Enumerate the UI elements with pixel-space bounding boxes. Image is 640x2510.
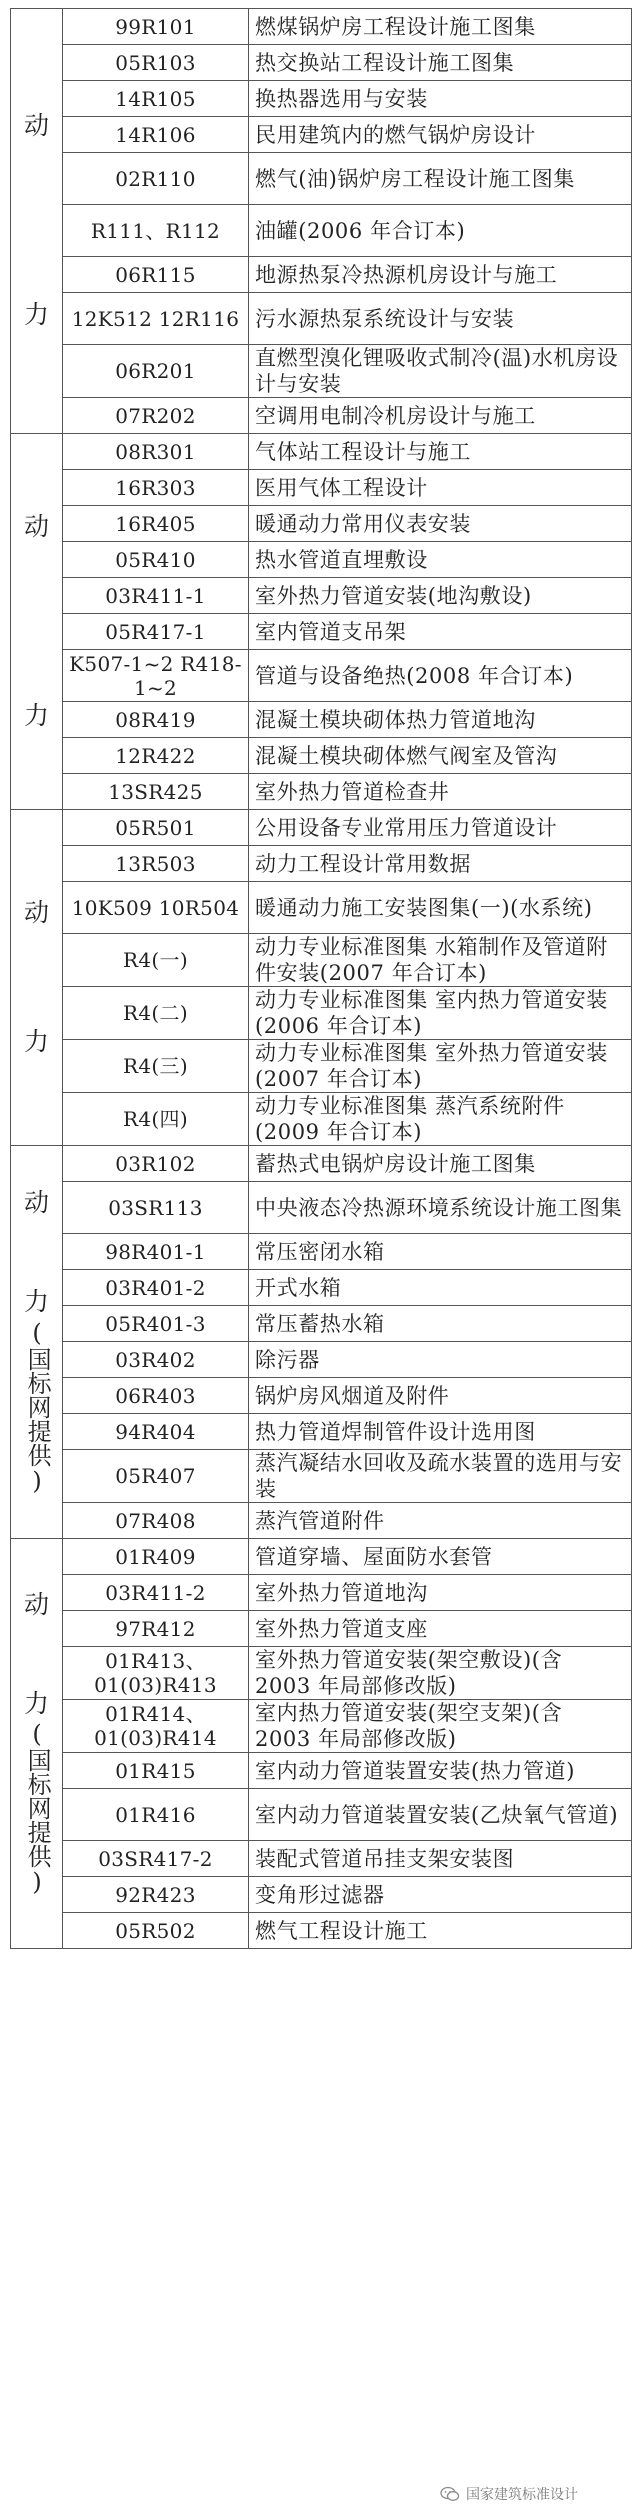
- table-row: [11, 882, 632, 934]
- category-cell: [11, 1539, 63, 1949]
- standard-code: 02R110: [63, 153, 249, 205]
- table-row: [11, 153, 632, 205]
- table-row: [11, 205, 632, 257]
- standard-title: 开式水箱: [249, 1270, 632, 1306]
- table-row: [11, 1414, 632, 1450]
- table-row: [11, 1450, 632, 1503]
- standard-code: 94R404: [63, 1414, 249, 1450]
- standard-code: R4(一): [63, 934, 249, 987]
- standard-code: 14R106: [63, 117, 249, 153]
- standard-title: 室外热力管道地沟: [249, 1575, 632, 1611]
- standard-code: K507-1~2 R418-1~2: [63, 650, 249, 702]
- standard-code: 05R103: [63, 45, 249, 81]
- standard-code: 92R423: [63, 1877, 249, 1913]
- standard-title: 室外热力管道检查井: [249, 774, 632, 810]
- standard-code: 16R303: [63, 470, 249, 506]
- table-row: [11, 506, 632, 542]
- standard-title: 室内管道支吊架: [249, 614, 632, 650]
- standard-title: 蒸汽管道附件: [249, 1503, 632, 1539]
- category-char: 力: [23, 1287, 49, 1316]
- table-row: [11, 1270, 632, 1306]
- standard-title: 地源热泵冷热源机房设计与施工: [249, 257, 632, 293]
- table-row: [11, 1040, 632, 1093]
- table-row: [11, 542, 632, 578]
- standard-code: 03R401-2: [63, 1270, 249, 1306]
- table-row: [11, 1913, 632, 1949]
- standard-title: 医用气体工程设计: [249, 470, 632, 506]
- standard-code: R4(三): [63, 1040, 249, 1093]
- standard-code: 97R412: [63, 1611, 249, 1647]
- standard-code: 05R407: [63, 1450, 249, 1503]
- category-note: (国标网提供): [23, 1720, 52, 1897]
- standard-code: 06R115: [63, 257, 249, 293]
- standard-title: 常压蓄热水箱: [249, 1306, 632, 1342]
- category-char: 力: [23, 300, 49, 329]
- table-row: [11, 345, 632, 398]
- table-row: [11, 9, 632, 45]
- category-cell: [11, 9, 63, 434]
- standard-title: 室内动力管道装置安装(乙炔氧气管道): [249, 1789, 632, 1841]
- standard-title: 室外热力管道安装(架空敷设)(含 2003 年局部修改版): [249, 1647, 632, 1700]
- standard-code: 05R501: [63, 810, 249, 846]
- table-row: [11, 614, 632, 650]
- table-row: [11, 398, 632, 434]
- standard-code: 03R402: [63, 1342, 249, 1378]
- standard-title: 燃气工程设计施工: [249, 1913, 632, 1949]
- standard-title: 管道穿墙、屋面防水套管: [249, 1539, 632, 1575]
- table-row: [11, 45, 632, 81]
- standard-code: 05R401-3: [63, 1306, 249, 1342]
- table-row: [11, 257, 632, 293]
- standard-title: 常压密闭水箱: [249, 1234, 632, 1270]
- standard-title: 室内动力管道装置安装(热力管道): [249, 1753, 632, 1789]
- standard-code: 99R101: [63, 9, 249, 45]
- standard-code: 01R414、01(03)R414: [63, 1700, 249, 1753]
- standard-code: 07R202: [63, 398, 249, 434]
- standard-code: 03SR113: [63, 1182, 249, 1234]
- category-char: 动: [23, 111, 49, 141]
- table-row: [11, 293, 632, 345]
- table-row: [11, 702, 632, 738]
- category-char: 动: [23, 1589, 49, 1619]
- standard-code: R4(二): [63, 987, 249, 1040]
- table-row: [11, 578, 632, 614]
- table-row: [11, 1306, 632, 1342]
- table-row: [11, 81, 632, 117]
- standard-title: 动力专业标准图集 水箱制作及管道附件安装(2007 年合订本): [249, 934, 632, 987]
- standard-title: 直燃型溴化锂吸收式制冷(温)水机房设计与安装: [249, 345, 632, 398]
- standard-title: 混凝土模块砌体燃气阀室及管沟: [249, 738, 632, 774]
- standard-code: 08R419: [63, 702, 249, 738]
- standard-code: 03R411-1: [63, 578, 249, 614]
- table-row: [11, 987, 632, 1040]
- standard-code: 03R411-2: [63, 1575, 249, 1611]
- table-row: [11, 1753, 632, 1789]
- category-note: (国标网提供): [23, 1318, 52, 1495]
- standard-code: 14R105: [63, 81, 249, 117]
- category-cell: [11, 1146, 63, 1539]
- table-row: [11, 1503, 632, 1539]
- table-row: [11, 1647, 632, 1700]
- standard-title: 动力专业标准图集 室内热力管道安装(2006 年合订本): [249, 987, 632, 1040]
- standard-title: 动力专业标准图集 蒸汽系统附件(2009 年合订本): [249, 1093, 632, 1146]
- standard-title: 暖通动力施工安装图集(一)(水系统): [249, 882, 632, 934]
- standard-title: 装配式管道吊挂支架安装图: [249, 1841, 632, 1877]
- standard-title: 空调用电制冷机房设计与施工: [249, 398, 632, 434]
- table-row: [11, 470, 632, 506]
- standard-code: 01R415: [63, 1753, 249, 1789]
- standard-code: 05R417-1: [63, 614, 249, 650]
- standard-code: 07R408: [63, 1503, 249, 1539]
- table-row: [11, 738, 632, 774]
- table-row: [11, 1700, 632, 1753]
- standard-title: 换热器选用与安装: [249, 81, 632, 117]
- table-row: [11, 1182, 632, 1234]
- table-row: [11, 117, 632, 153]
- standard-code: 01R409: [63, 1539, 249, 1575]
- standard-title: 室外热力管道支座: [249, 1611, 632, 1647]
- standard-code: 06R403: [63, 1378, 249, 1414]
- standard-code: 13R503: [63, 846, 249, 882]
- standard-title: 民用建筑内的燃气锅炉房设计: [249, 117, 632, 153]
- standard-title: 气体站工程设计与施工: [249, 434, 632, 470]
- table-row: [11, 1146, 632, 1182]
- table-row: [11, 1877, 632, 1913]
- table-row: [11, 1575, 632, 1611]
- standard-code: 06R201: [63, 345, 249, 398]
- standard-title: 燃煤锅炉房工程设计施工图集: [249, 9, 632, 45]
- standard-title: 中央液态冷热源环境系统设计施工图集: [249, 1182, 632, 1234]
- spacer: [13, 1218, 60, 1288]
- table-row: [11, 810, 632, 846]
- spacer: [13, 928, 60, 1028]
- standard-title: 室外热力管道安装(地沟敷设): [249, 578, 632, 614]
- watermark-text: 国家建筑标准设计: [466, 2487, 578, 2503]
- table-row: [11, 650, 632, 702]
- category-char: 力: [23, 700, 49, 730]
- standard-title: 蒸汽凝结水回收及疏水装置的选用与安装: [249, 1450, 632, 1503]
- standard-code: 01R413、01(03)R413: [63, 1647, 249, 1700]
- standard-title: 混凝土模块砌体热力管道地沟: [249, 702, 632, 738]
- standard-title: 动力专业标准图集 室外热力管道安装(2007 年合订本): [249, 1040, 632, 1093]
- standard-title: 热水管道直埋敷设: [249, 542, 632, 578]
- standard-code: 12R422: [63, 738, 249, 774]
- standard-title: 燃气(油)锅炉房工程设计施工图集: [249, 153, 632, 205]
- category-char: 动: [23, 897, 49, 927]
- table-row: [11, 1539, 632, 1575]
- standard-code: 01R416: [63, 1789, 249, 1841]
- standard-title: 锅炉房风烟道及附件: [249, 1378, 632, 1414]
- standard-code: 13SR425: [63, 774, 249, 810]
- category-char: 动: [23, 511, 49, 541]
- table-row: [11, 1841, 632, 1877]
- standard-title: 管道与设备绝热(2008 年合订本): [249, 650, 632, 702]
- category-char: 动: [23, 1188, 49, 1218]
- standard-code: 98R401-1: [63, 1234, 249, 1270]
- table-row: [11, 1342, 632, 1378]
- table-row: [11, 1378, 632, 1414]
- standard-title: 油罐(2006 年合订本): [249, 205, 632, 257]
- standard-title: 蓄热式电锅炉房设计施工图集: [249, 1146, 632, 1182]
- standard-code: 08R301: [63, 434, 249, 470]
- standard-title: 暖通动力常用仪表安装: [249, 506, 632, 542]
- spacer: [13, 542, 60, 702]
- standard-title: 变角形过滤器: [249, 1877, 632, 1913]
- category-char: 力: [23, 1688, 49, 1718]
- standard-title: 污水源热泵系统设计与安装: [249, 293, 632, 345]
- spacer: [13, 1620, 60, 1690]
- table-row: [11, 1789, 632, 1841]
- standard-title: 热力管道焊制管件设计选用图: [249, 1414, 632, 1450]
- standard-code: 12K512 12R116: [63, 293, 249, 345]
- wechat-icon: [440, 2486, 460, 2502]
- table-row: [11, 1093, 632, 1146]
- category-char: 力: [23, 1026, 49, 1056]
- table-row: [11, 434, 632, 470]
- standards-table: [10, 8, 632, 1949]
- standard-code: R4(四): [63, 1093, 249, 1146]
- standard-code: 03R102: [63, 1146, 249, 1182]
- standard-title: 公用设备专业常用压力管道设计: [249, 810, 632, 846]
- standard-code: 10K509 10R504: [63, 882, 249, 934]
- table-row: [11, 934, 632, 987]
- standard-title: 除污器: [249, 1342, 632, 1378]
- table-row: [11, 846, 632, 882]
- standard-title: 热交换站工程设计施工图集: [249, 45, 632, 81]
- spacer: [13, 141, 60, 301]
- table-row: [11, 774, 632, 810]
- standard-title: 动力工程设计常用数据: [249, 846, 632, 882]
- standard-code: 16R405: [63, 506, 249, 542]
- standard-code: 05R502: [63, 1913, 249, 1949]
- watermark: [440, 2482, 630, 2506]
- standard-code: 03SR417-2: [63, 1841, 249, 1877]
- table-row: [11, 1611, 632, 1647]
- standard-title: 室内热力管道安装(架空支架)(含 2003 年局部修改版): [249, 1700, 632, 1753]
- category-cell: [11, 810, 63, 1146]
- standard-code: 05R410: [63, 542, 249, 578]
- table-row: [11, 1234, 632, 1270]
- category-cell: [11, 434, 63, 810]
- standard-code: R111、R112: [63, 205, 249, 257]
